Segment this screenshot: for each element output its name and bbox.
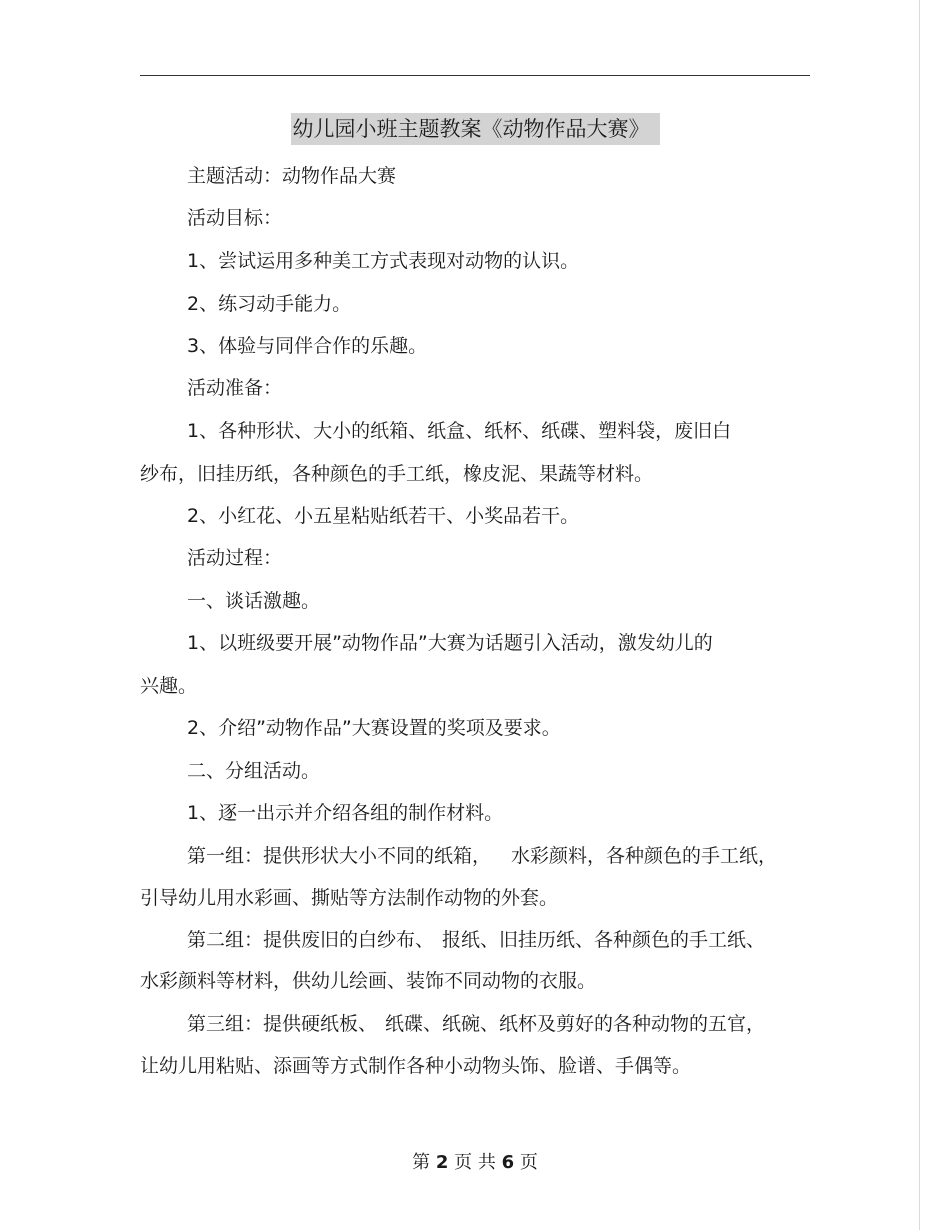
group-one-line-1-part-b: 水彩颜料，各种颜色的手工纸， xyxy=(511,845,778,867)
section-one-item-1-line-1: 1、以班级要开展”动物作品”大赛为话题引入活动，激发幼儿的 xyxy=(187,632,713,654)
section-two-heading: 二、分组活动。 xyxy=(187,760,321,782)
header-rule xyxy=(140,75,810,76)
group-two-line-2: 水彩颜料等材料，供幼儿绘画、装饰不同动物的衣服。 xyxy=(140,970,597,992)
group-three-line-1 xyxy=(187,1011,765,1037)
preparation-item-1-line-1: 1、各种形状、大小的纸箱、纸盒、纸杯、纸碟、塑料袋，废旧白 xyxy=(187,420,732,442)
group-three-line-1-part-a: 第三组：提供硬纸板、 xyxy=(187,1013,378,1035)
paragraph-theme: 主题活动：动物作品大赛 xyxy=(187,165,397,187)
section-one-item-1-line-2: 兴趣。 xyxy=(140,675,198,697)
section-one-heading: 一、谈话激趣。 xyxy=(187,590,321,612)
goal-item-2: 2、练习动手能力。 xyxy=(187,293,352,315)
group-one-line-2: 引导幼儿用水彩画、撕贴等方法制作动物的外套。 xyxy=(140,887,559,909)
heading-goals: 活动目标： xyxy=(187,207,283,229)
group-two-line-1-part-a: 第二组：提供废旧的白纱布、 xyxy=(187,929,435,951)
footer-current-page: 2 xyxy=(435,1152,449,1173)
preparation-item-1-line-2: 纱布，旧挂历纸，各种颜色的手工纸，橡皮泥、果蔬等材料。 xyxy=(140,463,654,485)
group-one-line-1-part-a: 第一组：提供形状大小不同的纸箱， xyxy=(187,845,492,867)
section-two-item-1: 1、逐一出示并介绍各组的制作材料。 xyxy=(187,802,504,824)
title-container xyxy=(140,113,810,145)
goal-item-3: 3、体验与同伴合作的乐趣。 xyxy=(187,335,428,357)
footer-middle: 页 共 xyxy=(454,1152,496,1173)
page-edge-divider xyxy=(919,0,920,1230)
section-one-item-2: 2、介绍”动物作品”大赛设置的奖项及要求。 xyxy=(187,717,561,739)
page-footer xyxy=(0,1150,950,1176)
group-three-line-1-part-b: 纸碟、纸碗、纸杯及剪好的各种动物的五官， xyxy=(385,1013,766,1035)
preparation-item-2: 2、小红花、小五星粘贴纸若干、小奖品若干。 xyxy=(187,505,580,527)
group-two-line-1 xyxy=(187,927,765,953)
footer-prefix: 第 xyxy=(412,1152,431,1173)
group-one-line-1 xyxy=(187,843,777,869)
footer-suffix: 页 xyxy=(519,1152,538,1173)
group-three-line-2: 让幼儿用粘贴、添画等方式制作各种小动物头饰、脸谱、手偶等。 xyxy=(140,1055,692,1077)
goal-item-1: 1、尝试运用多种美工方式表现对动物的认识。 xyxy=(187,250,580,272)
footer-total-pages: 6 xyxy=(501,1152,515,1173)
document-title: 幼儿园小班主题教案《动物作品大赛》 xyxy=(291,113,660,145)
group-two-line-1-part-b: 报纸、旧挂历纸、各种颜色的手工纸、 xyxy=(442,929,766,951)
heading-process: 活动过程： xyxy=(187,547,283,569)
heading-preparation: 活动准备： xyxy=(187,377,283,399)
